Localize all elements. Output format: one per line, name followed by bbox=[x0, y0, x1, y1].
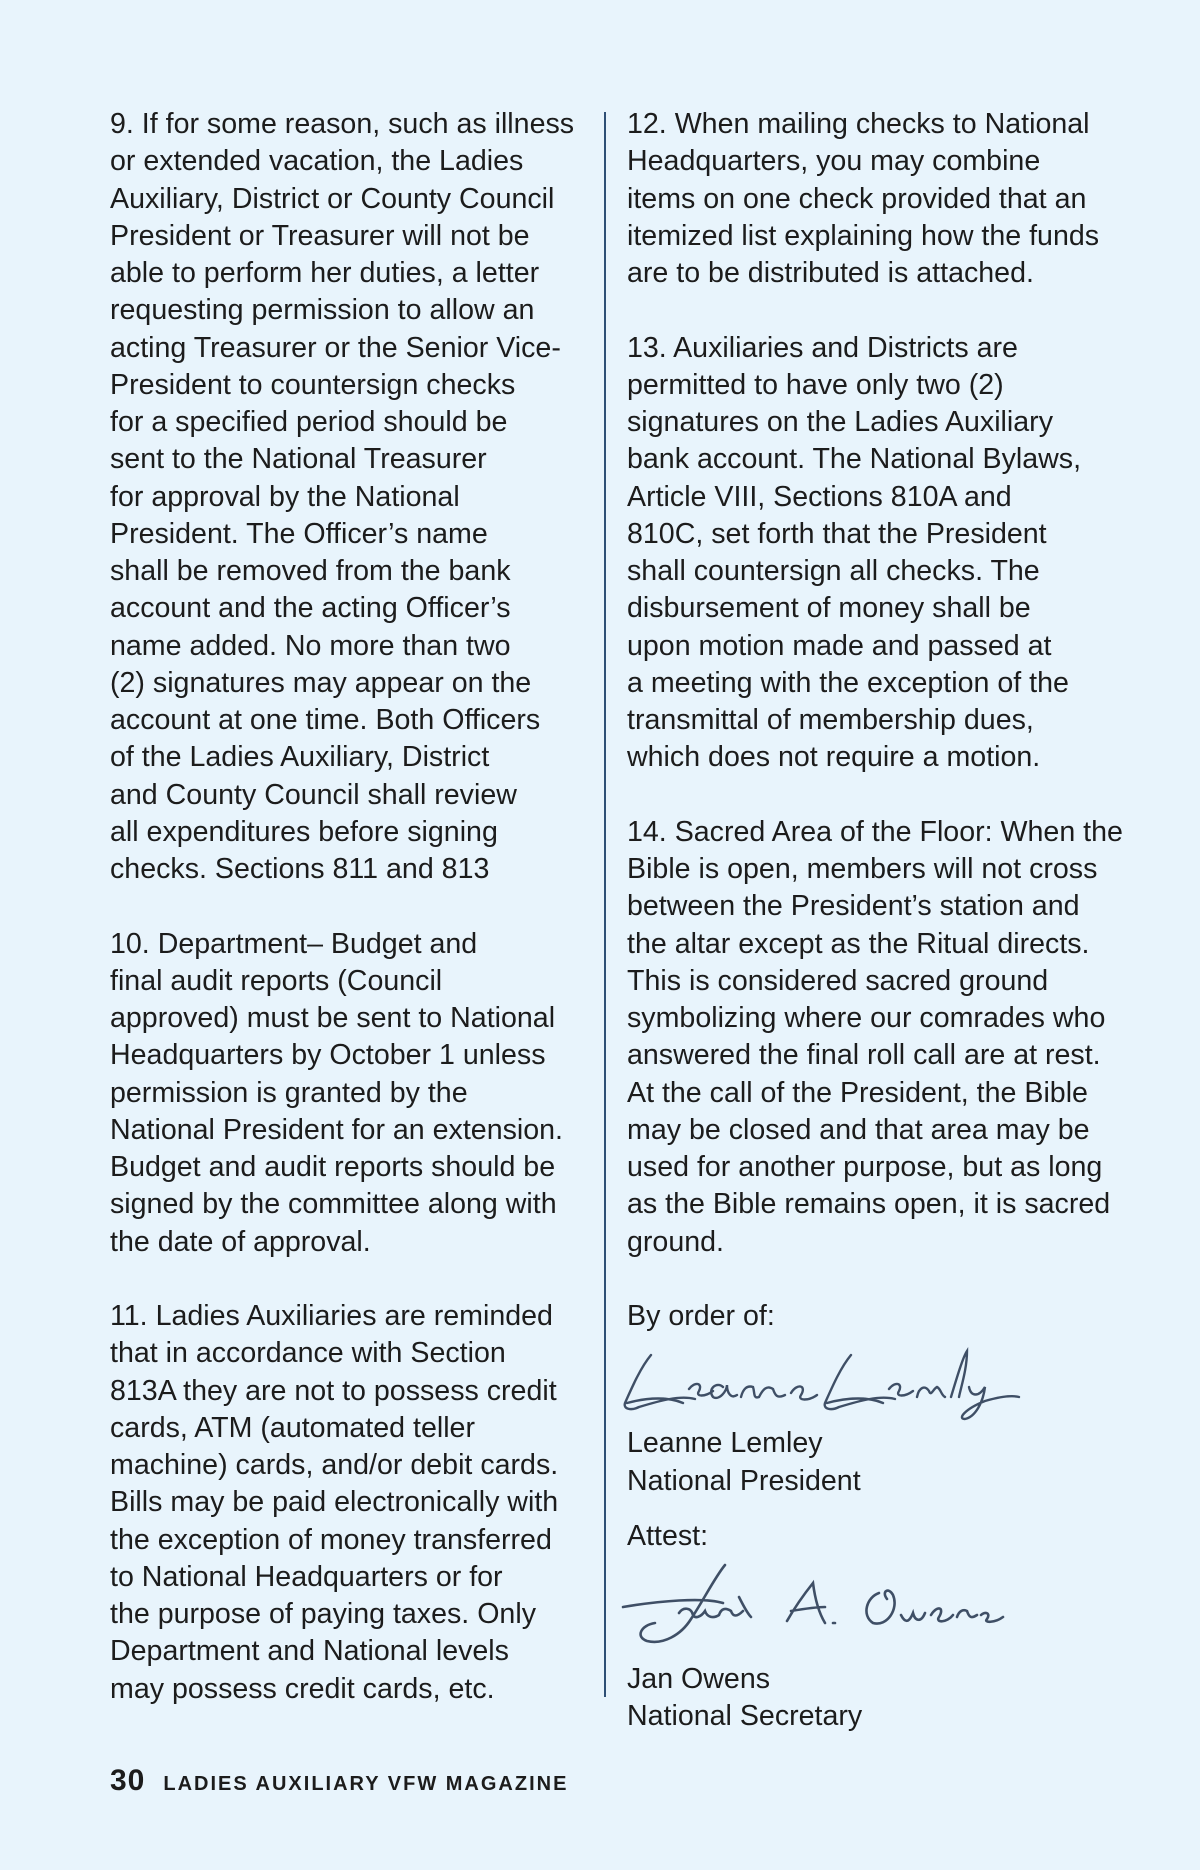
president-signature bbox=[619, 1337, 1039, 1421]
paragraph-9: 9. If for some reason, such as illness or extended vacation, the Ladies Auxiliary, District or County Council President or Treasurer will not be able to perform her duties, a letter requesting permission to allow an acting Treasurer or the Senior Vice- President to countersign checks for a specified period should be sent to the National Treasurer for approval by the National President. The Officer’s name shall be removed from the bank account and the acting Officer’s name added. No more than two (2) signatures may appear on the account at one time. Both Officers of the Ladies Auxiliary, District and County Council shall review all expenditures before signing checks. Sections 811 and 813 bbox=[110, 108, 575, 885]
secretary-title: National Secretary bbox=[627, 1700, 863, 1733]
column-divider bbox=[604, 112, 606, 1697]
signature-block bbox=[627, 1298, 1127, 1736]
secretary-signature bbox=[619, 1557, 1019, 1657]
magazine-title: LADIES AUXILIARY VFW MAGAZINE bbox=[163, 1773, 569, 1795]
left-column bbox=[110, 106, 590, 1745]
right-column bbox=[627, 106, 1127, 1736]
paragraph-10: 10. Department– Budget and final audit reports (Council approved) must be sent to National Headquarters by October 1 unless permission is granted by the National President for an extension. Budget and audit reports should be signed by the committee along with the date of approval. bbox=[110, 927, 564, 1258]
by-order-label: By order of: bbox=[627, 1300, 775, 1332]
president-name: Leanne Lemley bbox=[627, 1427, 823, 1460]
page-footer bbox=[110, 1764, 568, 1798]
page-number: 30 bbox=[110, 1764, 146, 1797]
paragraph-11: 11. Ladies Auxiliaries are reminded that in accordance with Section 813A they are not to possess credit cards, ATM (automated teller machine) cards, and/or debit cards. Bills may be paid electronically with the exception of money transferred to National Headquarters or for the purpose of paying taxes. Only Department and National levels may possess credit cards, etc. bbox=[110, 1300, 559, 1705]
secretary-name: Jan Owens bbox=[627, 1663, 771, 1695]
paragraph-12: 12. When mailing checks to National Headquarters, you may combine items on one check provided that an itemized list explaining how the funds are to be distributed is attached. bbox=[627, 108, 1100, 289]
president-title: National President bbox=[627, 1464, 861, 1497]
paragraph-13: 13. Auxiliaries and Districts are permitted to have only two (2) signatures on the Ladies Auxiliary bank account. The National Bylaws, Article VIII, Sections 810A and 810C, set forth that the President shall countersign all checks. The disbursement of money shall be upon motion made and passed at a meeting with the exception of the transmittal of membership dues, which does not require a motion. bbox=[627, 331, 1082, 774]
paragraph-14: 14. Sacred Area of the Floor: When the Bible is open, members will not cross between the President’s station and the altar except as the Ritual directs. This is considered sacred ground symbolizing where our comrades who answered the final roll call are at rest. At the call of the President, the Bible may be closed and that area may be used for another purpose, but as long as the Bible remains open, it is sacred ground. bbox=[627, 815, 1123, 1258]
attest-label: Attest: bbox=[627, 1519, 709, 1552]
